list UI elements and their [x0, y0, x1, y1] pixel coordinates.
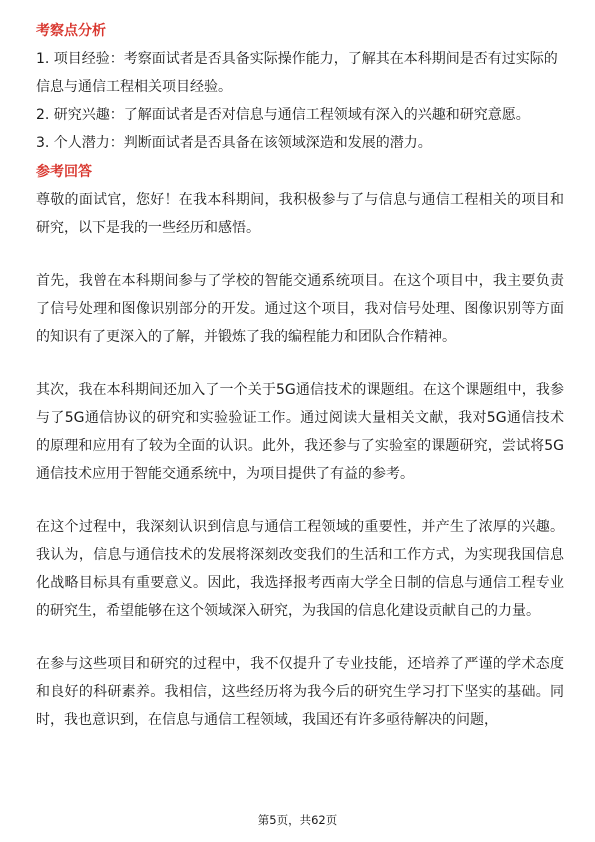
answer-paragraph: 在这个过程中，我深刻认识到信息与通信工程领域的重要性，并产生了浓厚的兴趣。我认为，信息与通信技术的发展将深刻改变我们的生活和工作方式，为实现我国信息化战略目标具有重要意义。因此，我选择报考西南大学全日制的信息与通信工程专业的研究生，希望能够在这个领域深入研究，为我国的信息化建设贡献自己的力量。	[36, 519, 564, 619]
analysis-heading: 考察点分析	[36, 23, 106, 39]
page-number: 第5页，共62页	[257, 813, 338, 827]
answer-paragraph: 首先，我曾在本科期间参与了学校的智能交通系统项目。在这个项目中，我主要负责了信号处理和图像识别部分的开发。通过这个项目，我对信号处理、图像识别等方面的知识有了更深入的了解，并锻炼了我的编程能力和团队合作精神。	[36, 273, 564, 345]
answer-paragraph: 其次，我在本科期间还加入了一个关于5G通信技术的课题组。在这个课题组中，我参与了5G通信协议的研究和实验验证工作。通过阅读大量相关文献，我对5G通信技术的原理和应用有了较为全面的认识。此外，我还参与了实验室的课题研究，尝试将5G通信技术应用于智能交通系统中，为项目提供了有益的参考。	[36, 382, 564, 482]
analysis-item: 1. 项目经验：考察面试者是否具备实际操作能力，了解其在本科期间是否有过实际的信息与通信工程相关项目经验。	[36, 51, 558, 95]
answer-paragraph: 在参与这些项目和研究的过程中，我不仅提升了专业技能，还培养了严谨的学术态度和良好的科研素养。我相信，这些经历将为我今后的研究生学习打下坚实的基础。同时，我也意识到，在信息与通信工程领域，我国还有许多亟待解决的问题，	[36, 656, 564, 728]
analysis-item: 2. 研究兴趣：了解面试者是否对信息与通信工程领域有深入的兴趣和研究意愿。	[36, 107, 530, 123]
analysis-item: 3. 个人潜力：判断面试者是否具备在该领域深造和发展的潜力。	[36, 135, 432, 151]
answer-heading: 参考回答	[36, 164, 92, 180]
document-page	[36, 20, 564, 734]
answer-paragraph: 尊敬的面试官，您好！在我本科期间，我积极参与了与信息与通信工程相关的项目和研究，以下是我的一些经历和感悟。	[36, 192, 564, 236]
